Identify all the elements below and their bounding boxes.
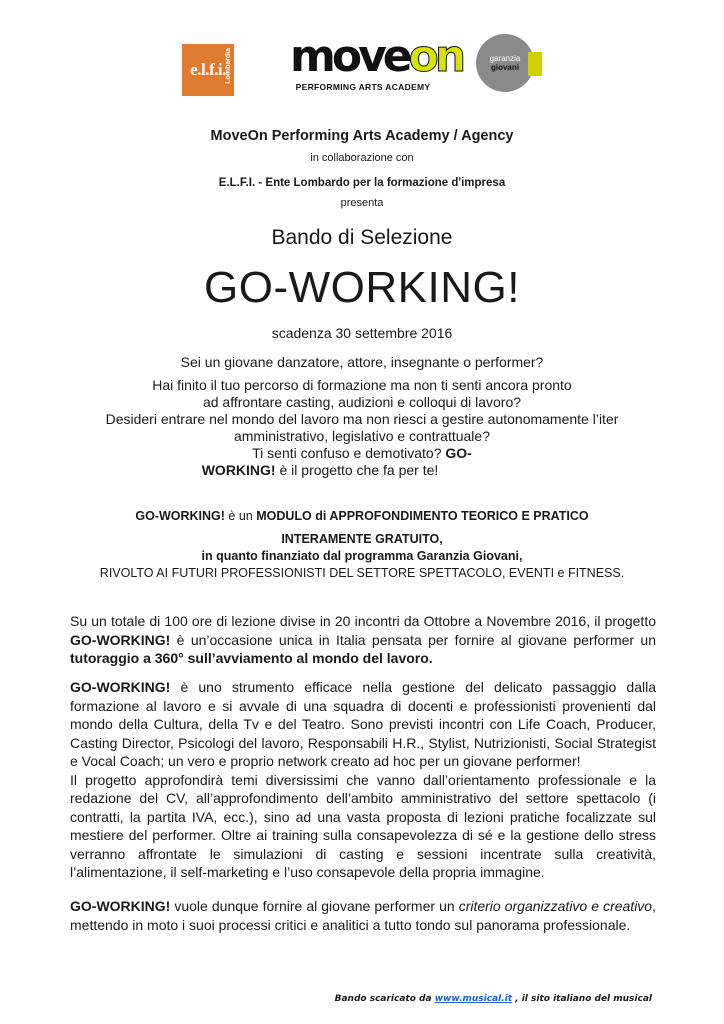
bando-heading: Bando di Selezione — [271, 226, 453, 249]
p2-part-2: Il progetto approfondirà temi diversissimi che vanno dall’orientamento professionale e la redazione del CV, all’approfondimento dell’ambito amministrativo del settore spettacolo (i contratti, la partita IVA, ecc.), sino ad una vasta proposta di lezioni pratiche focalizzate sul mestiere del performer. Oltre ai training sulla consapevolezza di sé e la gestione dello stress verranno affrontate le simulazioni di casting e sessioni incentrate sulla creatività, l’alimentazione, il self-marketing e l’uso consapevole della propria immagine. — [70, 771, 656, 880]
elfi-logo-text: e.l.f.i. — [190, 60, 226, 79]
moveon-logo — [290, 31, 463, 98]
moveon-logo-word — [290, 31, 463, 82]
question-2b: ad affrontare casting, audizioni e colloqui di lavoro? — [202, 394, 522, 410]
module-line-2: INTERAMENTE GRATUITO, — [281, 532, 443, 546]
main-title: GO-WORKING! — [204, 263, 520, 312]
p1-text-a: Su un totale di 100 ore di lezione divise in 20 incontri da Ottobre a Novembre 2016, il progetto — [70, 613, 656, 629]
paragraph-3 — [70, 897, 656, 934]
p3-brand: GO-WORKING! — [70, 898, 171, 914]
moveon-logo-word-b: on — [408, 31, 463, 82]
paragraph-1 — [70, 612, 656, 668]
elfi-logo — [182, 44, 234, 96]
p1-highlight: tutoraggio a 360° sull’avviamento al mondo del lavoro. — [70, 650, 433, 666]
gg-logo-line2: giovani — [490, 63, 519, 72]
module-line-3: in quanto finanziato dal programma Garanzia Giovani, — [201, 549, 523, 563]
p3-text-b: vuole dunque fornire al giovane performer un — [170, 898, 459, 914]
p2-brand: GO-WORKING! — [70, 679, 171, 695]
module-brand: GO-WORKING! — [135, 509, 225, 523]
question-4-bold-b: WORKING! — [201, 462, 276, 478]
module-line-1 — [40, 508, 684, 525]
collab-text: in collaborazione con — [310, 152, 414, 164]
p2-text-b: è uno strumento efficace nella gestione del delicato passaggio dalla formazione al lavoro e si avvale di una squadra di docenti e professionisti provenienti dal mondo della Cultura, della Tv e del Teatro. Sono previsti incontri con Life Coach, Producer, Casting Director, Psicologi del lavoro, Responsabili H.R., Stylist, Nutrizionisti, Social Strategist e Vocal Coach; un vero e proprio network creato ad hoc per un giovane performer! — [70, 679, 656, 769]
question-4-cont — [40, 462, 684, 479]
p1-text-c: è un’occasione unica in Italia pensata per fornire al giovane performer un — [170, 631, 656, 648]
moveon-logo-subtitle: PERFORMING ARTS ACADEMY — [295, 82, 431, 92]
partner-name: E.L.F.I. - Ente Lombardo per la formazione d'impresa — [218, 177, 506, 189]
question-2a: Hai finito il tuo percorso di formazione ma non ti senti ancora pronto — [152, 377, 572, 393]
module-description: MODULO di APPROFONDIMENTO TEORICO E PRATICO — [256, 509, 589, 523]
p3-italic: criterio organizzativo e creativo — [458, 898, 653, 914]
module-line-4: RIVOLTO AI FUTURI PROFESSIONISTI DEL SETTORE SPETTACOLO, EVENTI e FITNESS. — [99, 566, 625, 580]
gg-logo-line1: garanzia — [489, 54, 521, 63]
p3-text-d: , mettendo in moto i suoi processi critici e analitici a tutto tondo sul panorama professionale. — [70, 898, 656, 933]
question-4-bold-a: GO- — [445, 445, 472, 461]
module-connector: è un — [224, 509, 257, 523]
questions-block — [40, 354, 684, 479]
p2-part-1 — [70, 678, 656, 771]
p1-brand: GO-WORKING! — [70, 631, 171, 648]
logo-bar — [0, 30, 724, 100]
question-4 — [40, 445, 684, 462]
footer-text-a: Bando scaricato da — [334, 994, 435, 1004]
moveon-logo-word-a: move — [290, 31, 409, 82]
footer — [335, 994, 652, 1004]
question-3b: amministrativo, legislativo e contrattuale? — [233, 428, 490, 444]
footer-link[interactable]: www.musical.it — [434, 994, 513, 1004]
garanzia-giovani-logo — [476, 34, 534, 92]
question-3a: Desideri entrare nel mondo del lavoro ma non riesci a gestire autonomamente l’iter — [105, 411, 619, 427]
deadline: scadenza 30 settembre 2016 — [271, 325, 453, 341]
organization-title: MoveOn Performing Arts Academy / Agency — [210, 128, 514, 144]
question-4-tail: è il progetto che fa per te! — [275, 462, 439, 478]
question-1: Sei un giovane danzatore, attore, insegnante o performer? — [180, 354, 544, 370]
footer-text-b: , il sito italiano del musical — [512, 994, 652, 1004]
module-block — [40, 508, 684, 582]
question-4-text: Ti senti confuso e demotivato? — [252, 445, 446, 461]
elfi-logo-subtext: Lombardia — [225, 48, 232, 84]
paragraph-2 — [70, 678, 656, 882]
presents-text: presenta — [340, 197, 384, 209]
